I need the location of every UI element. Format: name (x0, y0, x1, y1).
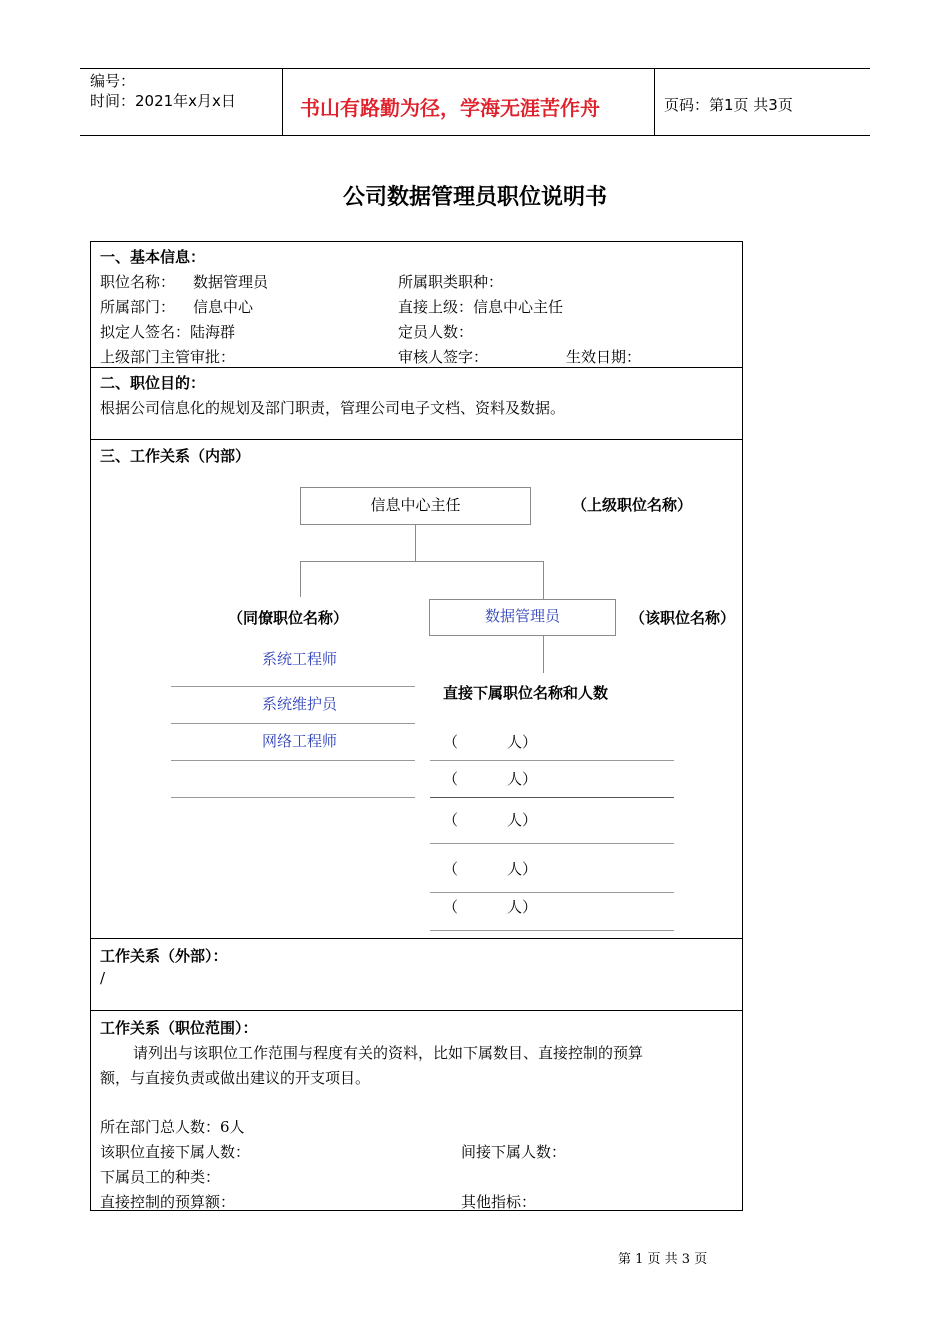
subordinate-close: 人） (507, 811, 538, 829)
self-caption: （该职位名称） (630, 609, 736, 627)
connector-self-down (543, 636, 544, 673)
subordinate-close: 人） (507, 770, 538, 788)
subordinate-open: （ (443, 733, 459, 751)
subordinates-caption: 直接下属职位名称和人数 (443, 684, 609, 702)
subordinate-rule (430, 760, 674, 761)
connector-self-branch (543, 561, 544, 599)
header-time-label: 时间：2021年x月x日 (90, 92, 236, 110)
dept-total-label: 所在部门总人数：6人 (100, 1118, 245, 1136)
peer-item: 网络工程师 (262, 732, 338, 750)
department-value: 信息中心 (193, 298, 254, 316)
subordinate-rule (430, 892, 674, 893)
subordinate-close: 人） (507, 733, 538, 751)
header-number-label: 编号： (90, 72, 136, 90)
connector-peer-branch (300, 561, 301, 597)
purpose-heading: 二、职位目的： (100, 374, 206, 392)
header-motto: 书山有路勤为径，学海无涯苦作舟 (300, 96, 600, 120)
external-relations-heading: 工作关系（外部）： (100, 947, 228, 965)
header-divider-right (654, 68, 655, 136)
header-bottom-rule (80, 135, 870, 136)
header-divider-left (282, 68, 283, 136)
subordinate-open: （ (443, 770, 459, 788)
direct-subordinates-label: 该职位直接下属人数： (100, 1143, 251, 1161)
row-divider-3 (90, 938, 743, 939)
scope-heading: 工作关系（职位范围）： (100, 1019, 258, 1037)
subordinate-open: （ (443, 860, 459, 878)
staff-type-label: 下属员工的种类： (100, 1168, 221, 1186)
superior-position-box (300, 487, 531, 525)
peer-caption: （同僚职位名称） (228, 609, 349, 627)
approver-label: 上级部门主管审批： (100, 348, 236, 366)
self-position-label: 数据管理员 (484, 607, 560, 625)
row-divider-1 (90, 367, 743, 368)
supervisor-label: 直接上级：信息中心主任 (398, 298, 564, 316)
indirect-subordinates-label: 间接下属人数： (461, 1143, 567, 1161)
subordinate-close: 人） (507, 898, 538, 916)
scope-description-line2: 额，与直接负责或做出建议的开支项目。 (100, 1069, 371, 1087)
peer-item: 系统维护员 (262, 695, 338, 713)
subordinate-rule (430, 930, 674, 931)
position-name-label: 职位名称： (100, 273, 176, 291)
peer-rule (171, 797, 415, 798)
self-position-box (429, 599, 616, 636)
row-divider-4 (90, 1010, 743, 1011)
subordinate-open: （ (443, 898, 459, 916)
header-page-label: 页码：第1页 共3页 (664, 96, 793, 114)
budget-label: 直接控制的预算额： (100, 1193, 236, 1211)
superior-position-label: 信息中心主任 (370, 496, 461, 514)
headcount-label: 定员人数： (398, 323, 474, 341)
purpose-text: 根据公司信息化的规划及部门职责，管理公司电子文档、资料及数据。 (100, 399, 566, 417)
basic-info-heading: 一、基本信息： (100, 248, 206, 266)
row-divider-2 (90, 439, 743, 440)
position-name-value: 数据管理员 (193, 273, 269, 291)
superior-caption: （上级职位名称） (572, 496, 693, 514)
document-title: 公司数据管理员职位说明书 (342, 184, 607, 210)
subordinate-open: （ (443, 811, 459, 829)
drafter-label: 拟定人签名：陆海群 (100, 323, 236, 341)
peer-rule (171, 686, 415, 687)
other-indicators-label: 其他指标： (461, 1193, 537, 1211)
peer-rule (171, 760, 415, 761)
connector-superior-down (415, 525, 416, 562)
internal-relations-heading: 三、工作关系（内部） (100, 447, 251, 465)
page-footer: 第 1 页 共 3 页 (618, 1252, 708, 1267)
reviewer-label: 审核人签字： (398, 348, 489, 366)
subordinate-rule (430, 843, 674, 844)
scope-description-line1: 请列出与该职位工作范围与程度有关的资料，比如下属数目、直接控制的预算 (133, 1044, 644, 1062)
job-family-label: 所属职类职种： (398, 273, 504, 291)
connector-horizontal (300, 561, 544, 562)
peer-rule (171, 723, 415, 724)
external-relations-text: / (100, 969, 106, 987)
subordinate-rule (430, 797, 674, 798)
effective-date-label: 生效日期： (566, 348, 642, 366)
peer-item: 系统工程师 (262, 650, 338, 668)
header-top-rule (80, 68, 870, 69)
department-label: 所属部门： (100, 298, 176, 316)
subordinate-close: 人） (507, 860, 538, 878)
